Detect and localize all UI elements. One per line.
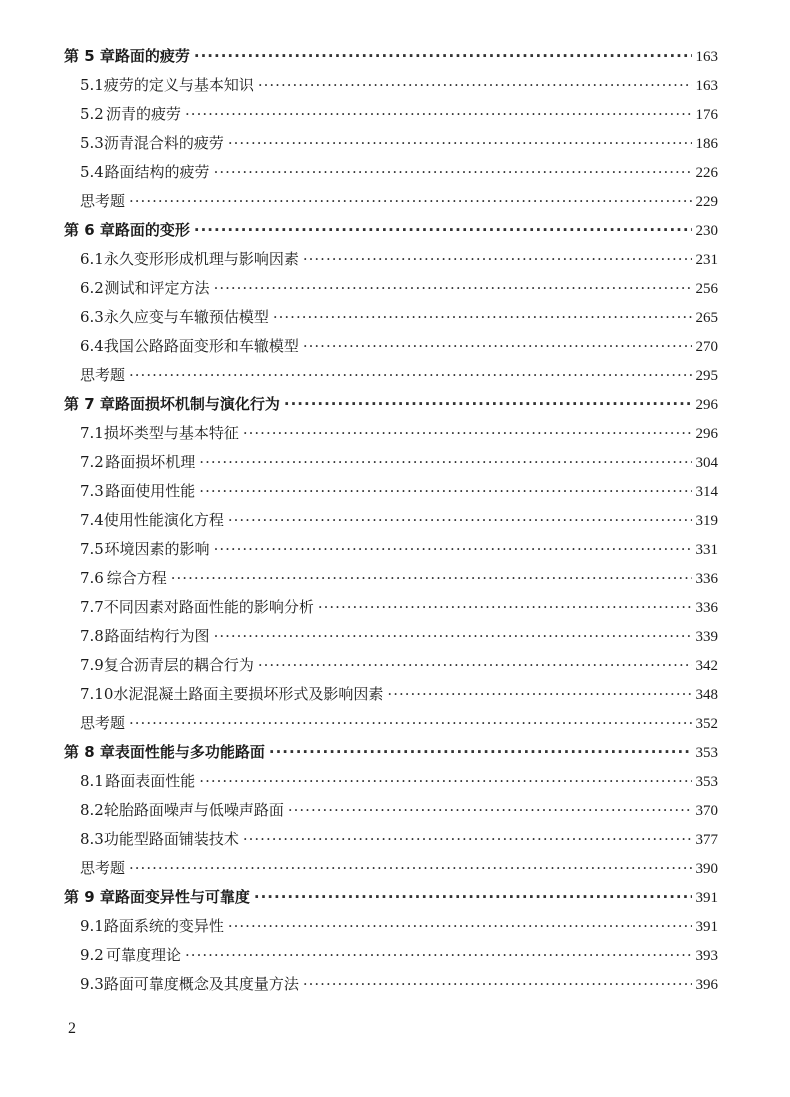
toc-entry-number: 6.3 — [80, 308, 104, 326]
toc-entry-title: 环境因素的影响 — [104, 540, 210, 558]
leader-dots — [284, 390, 692, 419]
toc-section-entry — [64, 970, 718, 999]
toc-section-entry — [64, 506, 718, 535]
toc-entry-title: 不同因素对路面性能的影响分析 — [103, 598, 314, 616]
leader-dots — [129, 361, 691, 390]
toc-entry-title: 功能型路面铺装技术 — [103, 830, 239, 848]
leader-dots — [214, 622, 692, 651]
toc-entry-title: 复合沥青层的耦合行为 — [103, 656, 254, 674]
leader-dots — [288, 796, 692, 825]
toc-entry-title: 路面系统的变异性 — [103, 917, 224, 935]
toc-section-entry — [64, 825, 718, 854]
toc-entry-number: 第 6 章 — [64, 221, 115, 239]
leader-dots — [199, 448, 691, 477]
toc-section-entry — [64, 303, 718, 332]
leader-dots — [387, 680, 691, 709]
toc-entry-title: 路面的变形 — [114, 221, 190, 239]
toc-entry-number: 9.2 — [80, 946, 104, 964]
toc-entry-page: 336 — [695, 600, 718, 616]
toc-entry-page: 352 — [695, 716, 718, 732]
toc-entry-number: 6.4 — [80, 337, 104, 355]
toc-entry-page: 163 — [695, 49, 718, 65]
toc-entry-number: 7.1 — [80, 424, 104, 442]
toc-entry-title: 沥青的疲劳 — [106, 105, 182, 123]
toc-section-entry — [64, 332, 718, 361]
toc-section-entry — [64, 129, 718, 158]
toc-entry-page: 296 — [695, 397, 718, 413]
leader-dots — [129, 854, 691, 883]
leader-dots — [194, 216, 692, 245]
toc-chapter-entry — [64, 216, 718, 245]
toc-entry-title: 思考题 — [80, 366, 126, 384]
toc-entry-page: 390 — [695, 861, 718, 877]
toc-entry-title: 表面性能与多功能路面 — [114, 743, 265, 761]
toc-entry-page: 314 — [695, 484, 718, 500]
toc-section-entry — [64, 680, 718, 709]
toc-section-entry — [64, 100, 718, 129]
toc-chapter-entry — [64, 390, 718, 419]
leader-dots — [243, 825, 692, 854]
toc-entry-page: 230 — [695, 223, 718, 239]
leader-dots — [214, 535, 692, 564]
leader-dots — [129, 709, 691, 738]
toc-entry-number: 8.3 — [80, 830, 104, 848]
toc-section-entry — [64, 651, 718, 680]
toc-entry-page: 342 — [695, 658, 718, 674]
toc-entry-page: 370 — [695, 803, 718, 819]
leader-dots — [273, 303, 692, 332]
toc-entry-page: 256 — [695, 281, 718, 297]
leader-dots — [303, 245, 692, 274]
leader-dots — [258, 71, 692, 100]
toc-entry-page: 339 — [695, 629, 718, 645]
toc-exercise-entry — [64, 187, 718, 216]
toc-entry-number: 7.5 — [80, 540, 104, 558]
toc-entry-page: 226 — [695, 165, 718, 181]
toc-section-entry — [64, 274, 718, 303]
toc-entry-page: 348 — [695, 687, 718, 703]
toc-entry-title: 轮胎路面噪声与低噪声路面 — [103, 801, 284, 819]
toc-entry-title: 路面使用性能 — [105, 482, 196, 500]
toc-section-entry — [64, 158, 718, 187]
toc-chapter-entry — [64, 883, 718, 912]
toc-chapter-entry — [64, 738, 718, 767]
toc-entry-number: 第 9 章 — [64, 888, 115, 906]
toc-entry-title: 永久应变与车辙预估模型 — [103, 308, 269, 326]
toc-entry-number: 7.10 — [80, 685, 114, 703]
toc-entry-title: 思考题 — [80, 714, 126, 732]
leader-dots — [171, 564, 692, 593]
leader-dots — [228, 506, 692, 535]
toc-section-entry — [64, 71, 718, 100]
toc-section-entry — [64, 245, 718, 274]
leader-dots — [214, 274, 692, 303]
toc-entry-number: 7.4 — [80, 511, 104, 529]
toc-entry-page: 393 — [695, 948, 718, 964]
toc-section-entry — [64, 419, 718, 448]
leader-dots — [243, 419, 692, 448]
toc-entry-page: 353 — [695, 774, 718, 790]
toc-entry-page: 231 — [695, 252, 718, 268]
toc-section-entry — [64, 535, 718, 564]
leader-dots — [303, 970, 692, 999]
toc-entry-page: 163 — [695, 78, 718, 94]
toc-entry-title: 思考题 — [80, 859, 126, 877]
leader-dots — [214, 158, 692, 187]
toc-entry-number: 8.1 — [80, 772, 104, 790]
toc-entry-title: 路面损坏机制与演化行为 — [114, 395, 280, 413]
toc-entry-page: 265 — [695, 310, 718, 326]
toc-entry-number: 第 7 章 — [64, 395, 115, 413]
toc-entry-number: 6.2 — [80, 279, 104, 297]
leader-dots — [228, 912, 692, 941]
leader-dots — [185, 941, 691, 970]
toc-entry-page: 296 — [695, 426, 718, 442]
toc-entry-title: 路面变异性与可靠度 — [114, 888, 250, 906]
toc-entry-page: 391 — [695, 890, 718, 906]
toc-chapter-entry — [64, 42, 718, 71]
toc-entry-number: 5.4 — [80, 163, 104, 181]
toc-entry-number: 第 8 章 — [64, 743, 115, 761]
leader-dots — [303, 332, 692, 361]
page-number: 2 — [68, 1020, 76, 1037]
toc-entry-page: 396 — [695, 977, 718, 993]
toc-entry-title: 路面结构的疲劳 — [104, 163, 210, 181]
toc-entry-number: 9.3 — [80, 975, 104, 993]
toc-entry-page: 229 — [695, 194, 718, 210]
leader-dots — [318, 593, 692, 622]
toc-entry-number: 5.3 — [80, 134, 104, 152]
toc-entry-number: 8.2 — [80, 801, 104, 819]
leader-dots — [199, 767, 691, 796]
leader-dots — [258, 651, 692, 680]
toc-exercise-entry — [64, 709, 718, 738]
toc-entry-title: 路面可靠度概念及其度量方法 — [103, 975, 299, 993]
toc-entry-title: 综合方程 — [106, 569, 167, 587]
toc-exercise-entry — [64, 854, 718, 883]
toc-section-entry — [64, 593, 718, 622]
toc-entry-number: 7.2 — [80, 453, 104, 471]
toc-entry-title: 损坏类型与基本特征 — [103, 424, 239, 442]
toc-entry-number: 5.1 — [80, 76, 104, 94]
toc-entry-title: 路面表面性能 — [105, 772, 196, 790]
toc-section-entry — [64, 622, 718, 651]
toc-entry-page: 377 — [695, 832, 718, 848]
toc-entry-title: 路面损坏机理 — [105, 453, 196, 471]
toc-entry-page: 319 — [695, 513, 718, 529]
toc-entry-title: 路面的疲劳 — [114, 47, 190, 65]
toc-section-entry — [64, 941, 718, 970]
toc-entry-title: 测试和评定方法 — [104, 279, 210, 297]
toc-section-entry — [64, 477, 718, 506]
toc-entry-page: 336 — [695, 571, 718, 587]
leader-dots — [199, 477, 691, 506]
toc-entry-number: 6.1 — [80, 250, 104, 268]
toc-section-entry — [64, 796, 718, 825]
toc-entry-number: 7.9 — [80, 656, 104, 674]
toc-entry-page: 176 — [695, 107, 718, 123]
toc-entry-title: 使用性能演化方程 — [103, 511, 224, 529]
toc-entry-page: 304 — [695, 455, 718, 471]
leader-dots — [254, 883, 692, 912]
toc-entry-number: 9.1 — [80, 917, 104, 935]
toc-entry-page: 295 — [695, 368, 718, 384]
toc-exercise-entry — [64, 361, 718, 390]
toc-entry-number: 5.2 — [80, 105, 104, 123]
toc-entry-title: 水泥混凝土路面主要损坏形式及影响因素 — [113, 685, 384, 703]
toc-entry-number: 7.8 — [80, 627, 104, 645]
leader-dots — [194, 42, 692, 71]
toc-entry-page: 270 — [695, 339, 718, 355]
toc-entry-number: 第 5 章 — [64, 47, 115, 65]
toc-entry-number: 7.7 — [80, 598, 104, 616]
leader-dots — [185, 100, 691, 129]
toc-entry-page: 186 — [695, 136, 718, 152]
toc-entry-number: 7.3 — [80, 482, 104, 500]
toc-entry-title: 可靠度理论 — [106, 946, 182, 964]
toc-section-entry — [64, 564, 718, 593]
toc-section-entry — [64, 912, 718, 941]
toc-section-entry — [64, 448, 718, 477]
table-of-contents — [64, 42, 718, 999]
toc-entry-title: 我国公路路面变形和车辙模型 — [103, 337, 299, 355]
leader-dots — [269, 738, 692, 767]
toc-entry-page: 391 — [695, 919, 718, 935]
toc-section-entry — [64, 767, 718, 796]
toc-entry-title: 沥青混合料的疲劳 — [103, 134, 224, 152]
toc-entry-title: 疲劳的定义与基本知识 — [103, 76, 254, 94]
toc-entry-title: 路面结构行为图 — [104, 627, 210, 645]
leader-dots — [129, 187, 691, 216]
toc-entry-page: 331 — [695, 542, 718, 558]
toc-entry-number: 7.6 — [80, 569, 104, 587]
leader-dots — [228, 129, 692, 158]
toc-entry-title: 思考题 — [80, 192, 126, 210]
toc-entry-title: 永久变形形成机理与影响因素 — [103, 250, 299, 268]
toc-entry-page: 353 — [695, 745, 718, 761]
